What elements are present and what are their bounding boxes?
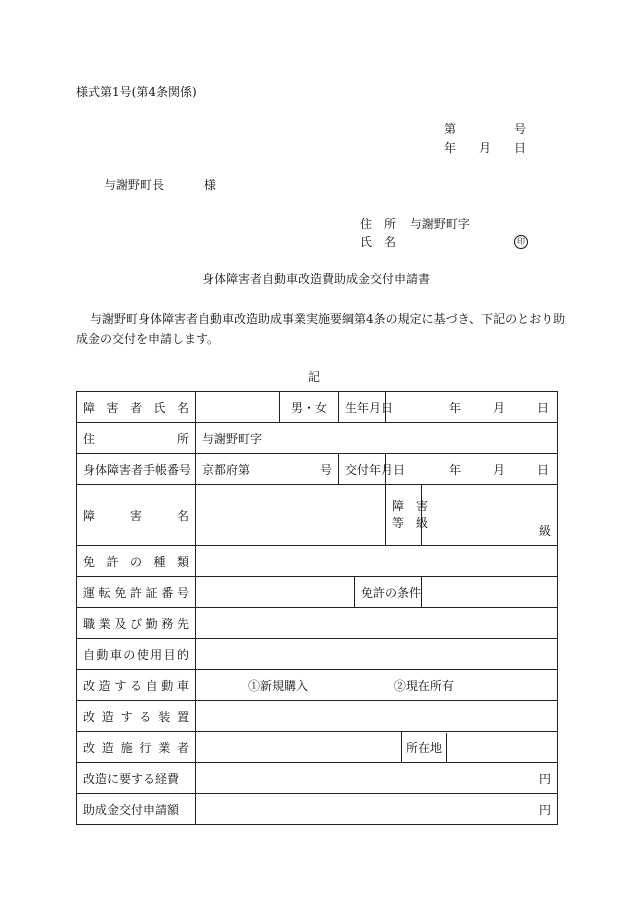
addressee-honorific: 様: [203, 178, 216, 192]
applicant-address-value: 与謝野町字: [409, 217, 470, 231]
applicant-address: [360, 218, 470, 230]
row-vehicle-purpose: [77, 639, 558, 670]
vehicle-options-cell[interactable]: [196, 670, 558, 701]
license-condition-label-cell: 免許の条件: [355, 577, 422, 608]
label-handbook-number: 身体障害者手帳番号: [77, 454, 196, 485]
applicant-name-label: 氏 名: [360, 235, 397, 249]
row-modification-cost: [77, 763, 558, 794]
label-vehicle-purpose: 自 動 車 の 使 用 目 的: [83, 647, 189, 662]
label-cell: [77, 639, 196, 670]
label-cell: [77, 670, 196, 701]
label-license-type: 免 許 の 種 類: [83, 554, 189, 569]
row-applicant-name: [77, 392, 558, 423]
row-handbook-number: [77, 454, 558, 485]
issue-date-label-cell: 交付年月日: [339, 454, 386, 485]
name-input-cell[interactable]: [196, 392, 280, 423]
ki-heading: 記: [308, 370, 321, 384]
body-text-line-1: 与謝野町身体障害者自動車改造助成事業実施要綱第4条の規定に基づき、下記のとおり助: [90, 312, 566, 326]
row-vehicle-to-modify: [77, 670, 558, 701]
number-prefix: 第: [444, 122, 457, 136]
addressee-name: 与謝野町長: [104, 178, 165, 192]
row-occupation: [77, 608, 558, 639]
label-modification-device: 改 造 す る 装 置: [83, 709, 189, 724]
label-cell: [77, 546, 196, 577]
label-address: 住 所: [83, 431, 189, 446]
location-value[interactable]: [447, 733, 557, 762]
label-license-number: 運 転 免 許 証 番 号: [83, 585, 189, 600]
disability-name-cell[interactable]: [196, 485, 386, 546]
document-number-line: [444, 123, 526, 135]
license-type-cell[interactable]: [196, 546, 558, 577]
body-text-line-2: 成金の交付を申請します。: [76, 332, 220, 346]
label-subsidy-amount: 助成金交付申請額: [77, 794, 196, 825]
label-cell: [77, 485, 196, 546]
row-modification-device: [77, 701, 558, 732]
row-license-type: [77, 546, 558, 577]
option-currently-owned[interactable]: ②現在所有: [393, 678, 454, 693]
label-cell: [77, 701, 196, 732]
dob-date-cell[interactable]: 年 月 日: [386, 392, 558, 423]
label-cell: [77, 577, 196, 608]
label-disabled-person-name: 障 害 者 氏 名: [83, 400, 189, 415]
dob-label-cell: 生年月日: [339, 392, 386, 423]
row-subsidy-amount: [77, 794, 558, 825]
applicant-name: [360, 236, 528, 248]
modification-cost-cell[interactable]: 円: [196, 763, 558, 794]
row-license-number: [77, 577, 558, 608]
contractor-cell[interactable]: [196, 732, 402, 763]
row-disability-name: [77, 485, 558, 546]
handbook-number-cell[interactable]: 京都府第 号: [196, 454, 339, 485]
date-day: 日: [513, 141, 526, 155]
label-cell: [77, 608, 196, 639]
occupation-cell[interactable]: [196, 608, 558, 639]
location-label: 所在地: [402, 733, 447, 762]
issue-date-cell[interactable]: 年 月 日: [386, 454, 558, 485]
row-contractor: [77, 732, 558, 763]
form-number: 様式第1号(第4条関係): [76, 85, 197, 99]
grade-cell[interactable]: 級: [422, 485, 558, 546]
license-number-cell[interactable]: [196, 577, 355, 608]
label-cell: [77, 732, 196, 763]
vehicle-purpose-cell[interactable]: [196, 639, 558, 670]
modification-device-cell[interactable]: [196, 701, 558, 732]
option-new-purchase[interactable]: ①新規購入: [248, 678, 309, 693]
gender-cell[interactable]: 男・女: [280, 392, 339, 423]
address-cell[interactable]: 与謝野町字: [196, 423, 558, 454]
application-table: [76, 391, 558, 825]
license-condition-cell[interactable]: [422, 577, 558, 608]
document-date-line: [444, 142, 526, 154]
label-occupation: 職 業 及 び 勤 務 先: [83, 616, 189, 631]
label-cell: [77, 392, 196, 423]
label-disability-name: 障 害 名: [83, 508, 189, 523]
addressee: [104, 179, 216, 191]
label-modification-cost: 改造に要する経費: [77, 763, 196, 794]
seal-icon: 印: [514, 235, 528, 249]
document-title: 身体障害者自動車改造費助成金交付申請書: [202, 272, 431, 286]
label-cell: [77, 423, 196, 454]
label-vehicle-to-modify: 改 造 す る 自 動 車: [83, 678, 189, 693]
applicant-address-label: 住 所: [360, 217, 397, 231]
row-address: [77, 423, 558, 454]
number-suffix: 号: [513, 122, 526, 136]
subsidy-amount-cell[interactable]: 円: [196, 794, 558, 825]
date-year: 年: [444, 141, 457, 155]
label-contractor: 改 造 施 行 業 者: [83, 740, 189, 755]
location-cell[interactable]: [402, 732, 558, 763]
grade-label-cell: 障 害 等 級: [386, 485, 422, 546]
date-month: 月: [478, 141, 491, 155]
